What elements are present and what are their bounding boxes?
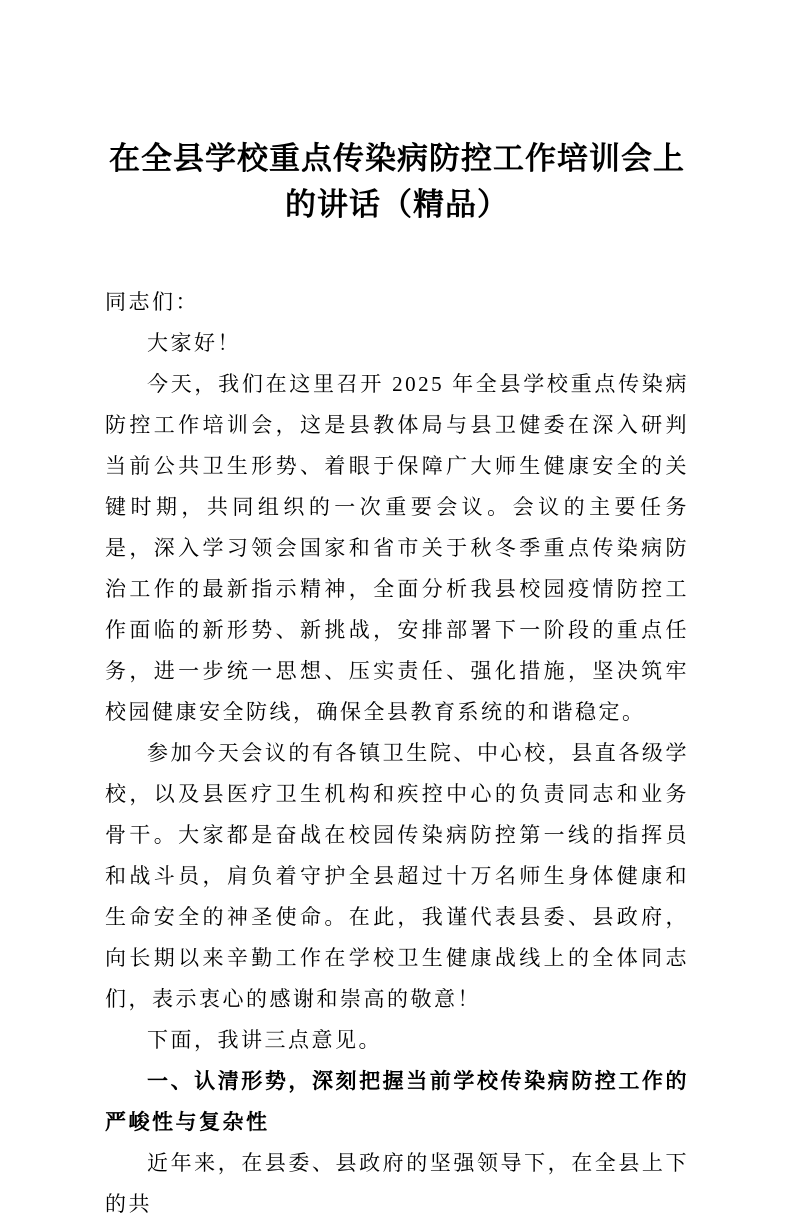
attendees-paragraph: 参加今天会议的有各镇卫生院、中心校，县直各级学校，以及县医疗卫生机构和疾控中心的负责同志和业务骨干。大家都是奋战在校园传染病防控第一线的指挥员和战斗员，肩负着守护全县超过十万名师生身体健康和生命安全的神圣使命。在此，我谨代表县委、县政府，向长期以来辛勤工作在学校卫生健康战线上的全体同志们，表示衷心的感谢和崇高的敬意！ <box>105 741 689 1011</box>
recent-years-paragraph: 近年来，在县委、县政府的坚强领导下，在全县上下的共 <box>105 1151 689 1216</box>
greeting-paragraph: 大家好！ <box>147 331 241 355</box>
section-1-heading: 一、认清形势，深刻把握当前学校传染病防控工作的严峻性与复杂性 <box>105 1069 689 1134</box>
meeting-intro-paragraph: 今天，我们在这里召开 2025 年全县学校重点传染病防控工作培训会，这是县教体局与县卫健委在深入研判当前公共卫生形势、着眼于保障广大师生健康安全的关键时期，共同组织的一次重要会议。会议的主要任务是，深入学习领会国家和省市关于秋冬季重点传染病防治工作的最新指示精神，全面分析我县校园疫情防控工作面临的新形势、新挑战，安排部署下一阶段的重点任务，进一步统一思想、压实责任、强化措施，坚决筑牢校园健康安全防线，确保全县教育系统的和谐稳定。 <box>105 372 689 724</box>
document-body <box>105 282 689 1225</box>
salutation-paragraph: 同志们： <box>105 290 199 314</box>
document-title: 在全县学校重点传染病防控工作培训会上的讲话（精品） <box>109 141 685 222</box>
transition-paragraph: 下面，我讲三点意见。 <box>147 1028 382 1052</box>
